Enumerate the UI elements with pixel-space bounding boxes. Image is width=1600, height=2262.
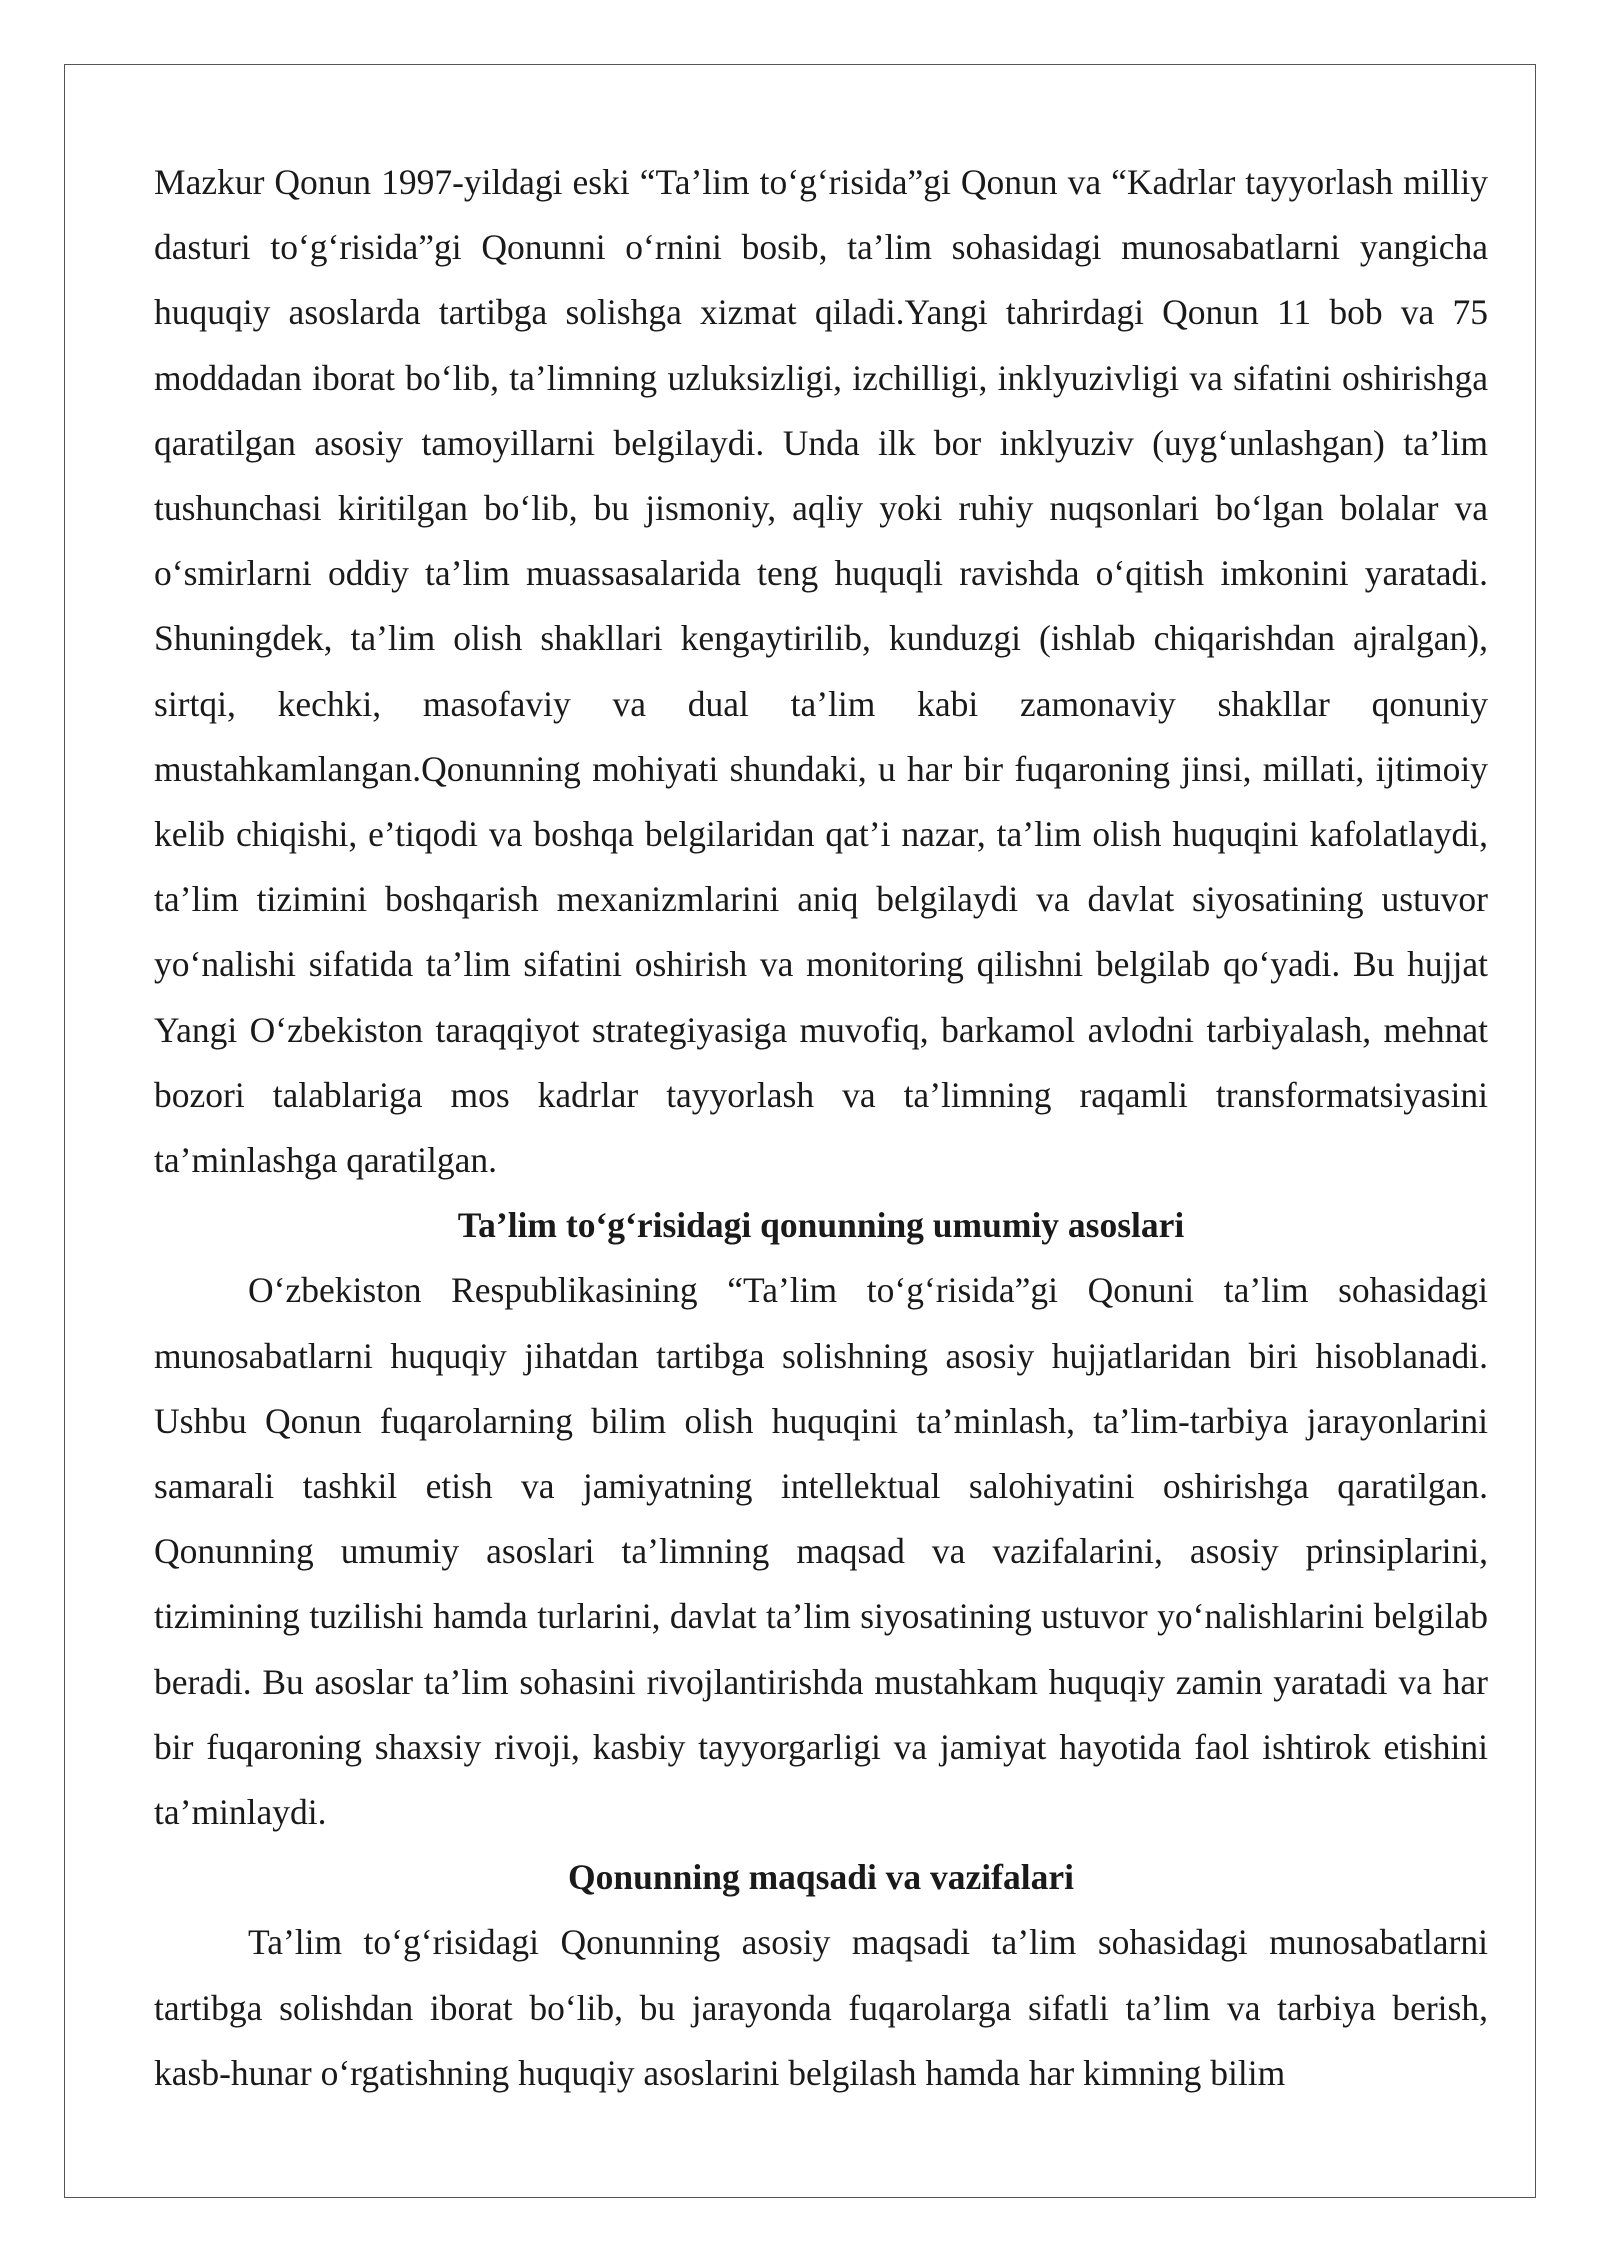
paragraph-general: O‘zbekiston Respublikasining “Ta’lim to‘g‘risida”gi Qonuni ta’lim sohasidagi munosabatlarni huquqiy jihatdan tartibga solishning asosiy hujjatlaridan biri hisoblanadi. Ushbu Qonun fuqarolarning bilim olish huquqini ta’minlash, ta’lim-tarbiya jarayonlarini samarali tashkil etish va jamiyatning intellektual salohiyatini oshirishga qaratilgan. Qonunning umumiy asoslari ta’limning maqsad va vazifalarini, asosiy prinsiplarini, tizimining tuzilishi hamda turlarini, davlat ta’lim siyosatining ustuvor yo‘nalishlarini belgilab beradi. Bu asoslar ta’lim sohasini rivojlantirishda mustahkam huquqiy zamin yaratadi va har bir fuqaroning shaxsiy rivoji, kasbiy tayyorgarligi va jamiyat hayotida faol ishtirok etishini ta’minlaydi. bbox=[154, 1270, 1488, 1833]
section-heading-general: Ta’lim to‘g‘risidagi qonunning umumiy asoslari bbox=[457, 1205, 1185, 1246]
section-heading-goals: Qonunning maqsadi va vazifalari bbox=[568, 1857, 1074, 1898]
document-body bbox=[154, 150, 1488, 2106]
paragraph-intro: Mazkur Qonun 1997-yildagi eski “Ta’lim to‘g‘risida”gi Qonun va “Kadrlar tayyorlash milliy dasturi to‘g‘risida”gi Qonunni o‘rnini bosib, ta’lim sohasidagi munosabatlarni yangicha huquqiy asoslarda tartibga solishga xizmat qiladi.Yangi tahrirdagi Qonun 11 bob va 75 moddadan iborat bo‘lib, ta’limning uzluksizligi, izchilligi, inklyuzivligi va sifatini oshirishga qaratilgan asosiy tamoyillarni belgilaydi. Unda ilk bor inklyuziv (uyg‘unlashgan) ta’lim tushunchasi kiritilgan bo‘lib, bu jismoniy, aqliy yoki ruhiy nuqsonlari bo‘lgan bolalar va o‘smirlarni oddiy ta’lim muassasalarida teng huquqli ravishda o‘qitish imkonini yaratadi. Shuningdek, ta’lim olish shakllari kengaytirilib, kunduzgi (ishlab chiqarishdan ajralgan), sirtqi, kechki, masofaviy va dual ta’lim kabi zamonaviy shakllar qonuniy mustahkamlangan.Qonunning mohiyati shundaki, u har bir fuqaroning jinsi, millati, ijtimoiy kelib chiqishi, e’tiqodi va boshqa belgilaridan qat’i nazar, ta’lim olish huquqini kafolatlaydi, ta’lim tizimini boshqarish mexanizmlarini aniq belgilaydi va davlat siyosatining ustuvor yo‘nalishi sifatida ta’lim sifatini oshirish va monitoring qilishni belgilab qo‘yadi. Bu hujjat Yangi O‘zbekiston taraqqiyot strategiyasiga muvofiq, barkamol avlodni tarbiyalash, mehnat bozori talablariga mos kadrlar tayyorlash va ta’limning raqamli transformatsiyasini ta’minlashga qaratilgan. bbox=[154, 162, 1488, 1181]
paragraph-goals: Ta’lim to‘g‘risidagi Qonunning asosiy maqsadi ta’lim sohasidagi munosabatlarni tartibga solishdan iborat bo‘lib, bu jarayonda fuqarolarga sifatli ta’lim va tarbiya berish, kasb-hunar o‘rgatishning huquqiy asoslarini belgilash hamda har kimning bilim bbox=[154, 1922, 1488, 2093]
